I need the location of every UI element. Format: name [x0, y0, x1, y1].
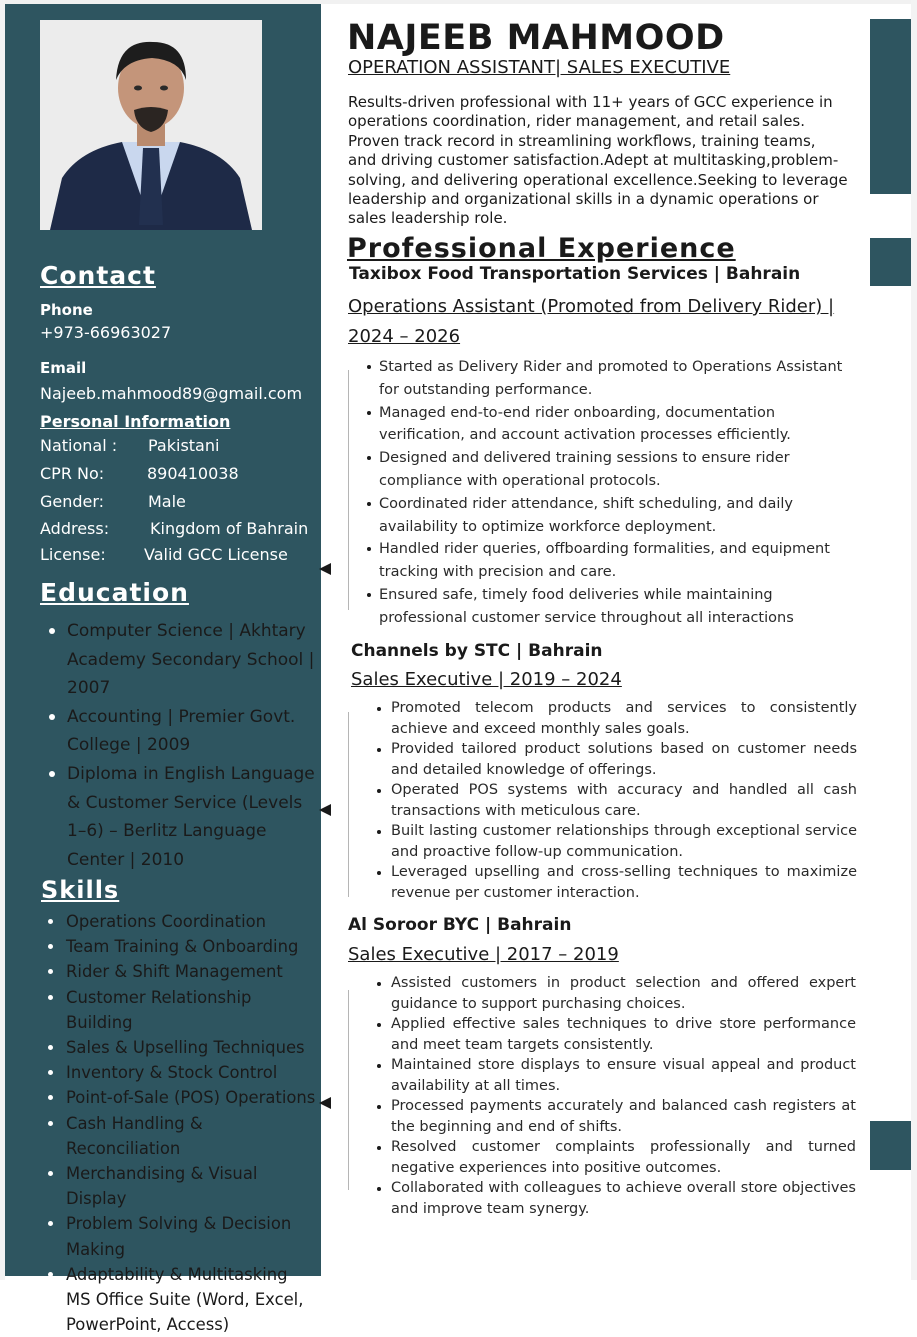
section-marker-icon: [319, 563, 331, 575]
personal-value: Male: [148, 492, 186, 511]
personal-key: Gender:: [40, 492, 105, 511]
skill-item: Inventory & Stock Control: [36, 1060, 321, 1085]
personal-value: Pakistani: [148, 436, 220, 455]
education-heading: Education: [40, 578, 189, 607]
skill-item: Team Training & Onboarding: [36, 934, 321, 959]
job-bullet: Collaborated with colleagues to achieve overall store objectives and improve team synergy.: [372, 1178, 856, 1219]
job-role: Sales Executive | 2019 – 2024: [351, 669, 622, 690]
email-label: Email: [40, 359, 87, 377]
job-bullet: Designed and delivered training sessions to ensure rider compliance with operational protocols.: [362, 447, 858, 493]
skills-heading: Skills: [41, 876, 120, 904]
job-bullet: Ensured safe, timely food deliveries while maintaining professional customer service throughout all interactions: [362, 584, 858, 630]
job-bullet: Processed payments accurately and balanced cash registers at the beginning and end of shifts.: [372, 1096, 856, 1137]
candidate-name: NAJEEB MAHMOOD: [347, 18, 725, 58]
personal-key: CPR No:: [40, 464, 105, 483]
job-bullet: Promoted telecom products and services to consistently achieve and exceed monthly sales goals.: [372, 698, 857, 739]
accent-bar-top: [870, 19, 911, 194]
profile-photo-illustration: [40, 20, 262, 230]
education-item: Accounting | Premier Govt. College | 2009: [36, 703, 321, 760]
skill-item: Cash Handling & Reconciliation: [36, 1111, 321, 1161]
email-value: Najeeb.mahmood89@gmail.com: [40, 384, 303, 403]
experience-heading: Professional Experience: [347, 233, 736, 264]
job-company: Al Soroor BYC | Bahrain: [348, 915, 572, 935]
personal-key: National :: [40, 436, 118, 455]
job-bullet: Managed end-to-end rider onboarding, documentation verification, and account activation processes efficiently.: [362, 402, 858, 448]
skill-item: Operations Coordination: [36, 909, 321, 934]
skill-item: Rider & Shift Management: [36, 959, 321, 984]
job-role: Operations Assistant (Promoted from Delivery Rider) | 2024 – 2026: [348, 296, 835, 347]
personal-value: Kingdom of Bahrain: [150, 519, 309, 538]
personal-row-gender: [40, 492, 310, 514]
job-bullet: Leveraged upselling and cross-selling techniques to maximize revenue per customer interaction.: [372, 862, 857, 903]
profile-summary: Results-driven professional with 11+ years of GCC experience in operations coordination, rider management, and retail sales. Proven track record in streamlining workflows, training teams, and driving customer satisfaction.Adept at multitasking,problem-solving, and delivering operational excellence.Seeking to leverage leadership and organizational skills in a dynamic operations or sales leadership role.: [348, 93, 848, 228]
job-bullet: Operated POS systems with accuracy and handled all cash transactions with meticulous care.: [372, 780, 857, 821]
section-marker-icon: [319, 804, 331, 816]
job-role: Sales Executive | 2017 – 2019: [348, 944, 619, 965]
skill-item: Point-of-Sale (POS) Operations: [36, 1085, 321, 1110]
education-item: Computer Science | Akhtary Academy Secondary School | 2007: [36, 617, 321, 703]
personal-key: Address:: [40, 519, 110, 538]
job-company: Channels by STC | Bahrain: [351, 641, 603, 661]
skill-item: Merchandising & Visual Display: [36, 1161, 321, 1211]
job-bullet: Maintained store displays to ensure visual appeal and product availability at all times.: [372, 1055, 856, 1096]
job-bullets: [362, 356, 858, 630]
personal-row-cpr: [40, 464, 310, 486]
job-bullets: [372, 698, 857, 903]
skill-item: Sales & Upselling Techniques: [36, 1035, 321, 1060]
skill-item: Customer Relationship Building: [36, 985, 321, 1035]
personal-key: License:: [40, 545, 106, 564]
timeline-line: [348, 990, 349, 1190]
job-company: Taxibox Food Transportation Services | Bahrain: [349, 264, 801, 284]
timeline-line: [348, 712, 349, 897]
job-bullet: Assisted customers in product selection and offered expert guidance to support purchasing choices.: [372, 973, 856, 1014]
job-bullet: Built lasting customer relationships through exceptional service and proactive follow-up communication.: [372, 821, 857, 862]
education-list: [36, 617, 321, 874]
phone-label: Phone: [40, 301, 93, 319]
job-bullets: [372, 973, 856, 1219]
job-bullet: Resolved customer complaints professionally and turned negative experiences into positive outcomes.: [372, 1137, 856, 1178]
job-bullet: Applied effective sales techniques to drive store performance and meet team targets consistently.: [372, 1014, 856, 1055]
candidate-headline: OPERATION ASSISTANT| SALES EXECUTIVE: [348, 57, 731, 78]
personal-row-address: [40, 519, 310, 541]
skills-list: [36, 909, 321, 1337]
personal-value: 890410038: [147, 464, 239, 483]
skill-item: Adaptability & Multitasking: [36, 1262, 321, 1287]
accent-bar-bottom: [870, 1121, 911, 1170]
page-edge-right: [911, 0, 917, 1280]
personal-row-license: [40, 545, 310, 567]
timeline-line: [348, 370, 349, 610]
job-bullet: Provided tailored product solutions based on customer needs and detailed knowledge of offerings.: [372, 739, 857, 780]
personal-value: Valid GCC License: [144, 545, 288, 564]
job-bullet: Started as Delivery Rider and promoted to Operations Assistant for outstanding performance.: [362, 356, 858, 402]
contact-heading: Contact: [40, 261, 156, 290]
personal-info-heading: Personal Information: [40, 412, 231, 431]
personal-row-national: [40, 436, 310, 458]
section-marker-icon: [319, 1097, 331, 1109]
phone-value: +973-66963027: [40, 323, 172, 342]
profile-photo: [40, 20, 262, 230]
education-item: Diploma in English Language & Customer Service (Levels 1–6) – Berlitz Language Center | 2010: [36, 760, 321, 874]
skill-item: Problem Solving & Decision Making: [36, 1211, 321, 1261]
job-bullet: Handled rider queries, offboarding formalities, and equipment tracking with precision and care.: [362, 538, 858, 584]
skill-item: MS Office Suite (Word, Excel, PowerPoint, Access): [36, 1287, 321, 1337]
job-bullet: Coordinated rider attendance, shift scheduling, and daily availability to optimize workforce deployment.: [362, 493, 858, 539]
accent-bar-middle: [870, 238, 911, 286]
